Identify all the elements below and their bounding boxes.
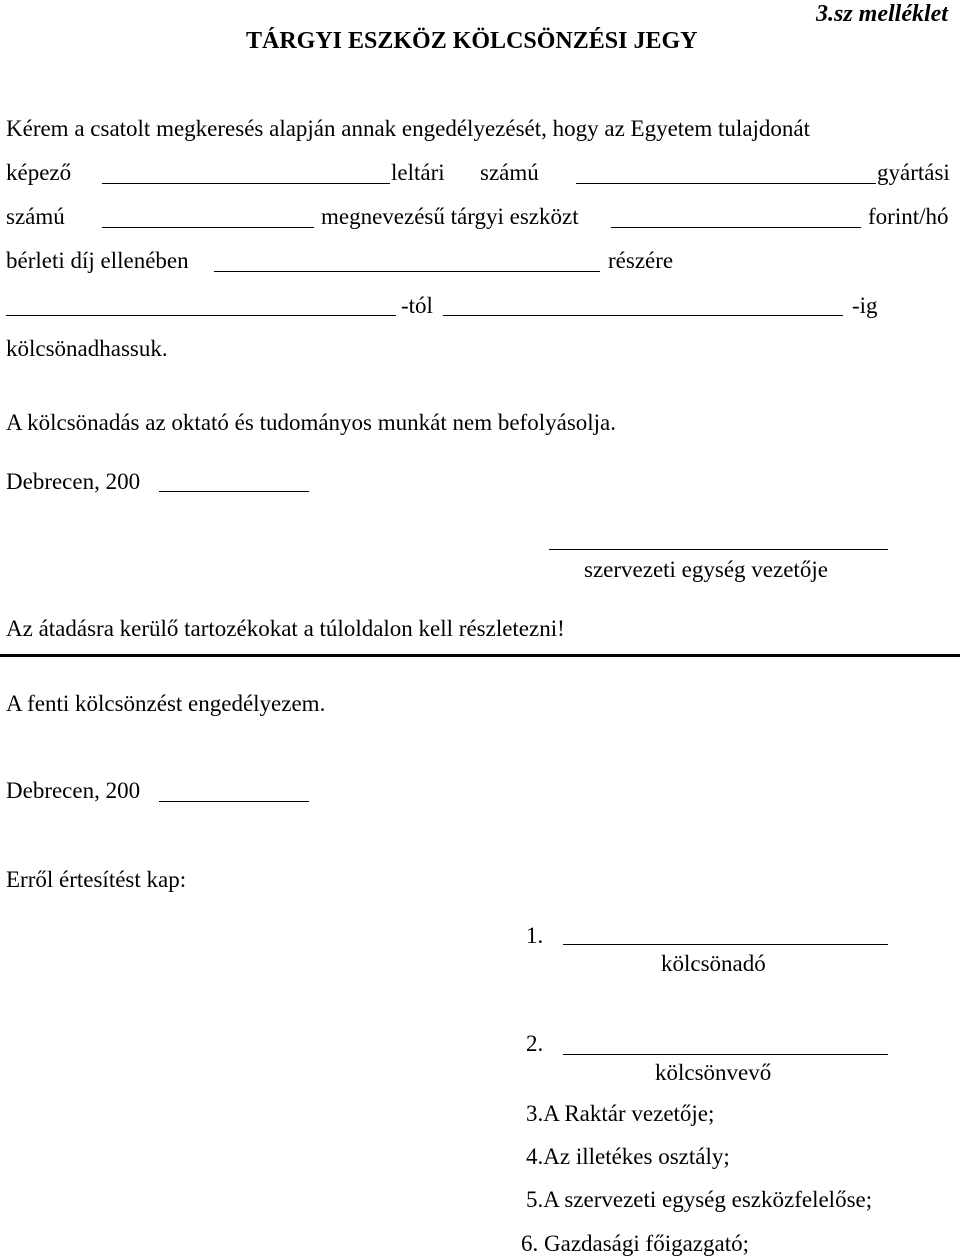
notify-title: Erről értesítést kap: bbox=[6, 867, 187, 892]
word-leltari: leltári bbox=[391, 160, 445, 185]
word-ig: -ig bbox=[852, 293, 878, 318]
blank-date-2[interactable] bbox=[159, 801, 309, 802]
word-kepezo: képező bbox=[6, 160, 72, 185]
statement: A kölcsönadás az oktató és tudományos munkát nem befolyásolja. bbox=[6, 410, 617, 435]
recipient-1-number: 1. bbox=[526, 923, 544, 948]
signature-label-unit-head: szervezeti egység vezetője bbox=[584, 557, 828, 582]
section-divider bbox=[0, 654, 960, 657]
date-1-label: Debrecen, 200 bbox=[6, 469, 141, 494]
blank-end-date[interactable] bbox=[443, 315, 843, 316]
word-kolcsonadhassuk: kölcsönadhassuk. bbox=[6, 336, 168, 361]
recipient-4: 4.Az illetékes osztály; bbox=[526, 1144, 730, 1169]
word-megnevezesu: megnevezésű tárgyi eszközt bbox=[321, 204, 579, 229]
word-reszere: részére bbox=[608, 248, 674, 273]
recipient-3: 3.A Raktár vezetője; bbox=[526, 1101, 715, 1126]
date-2-label: Debrecen, 200 bbox=[6, 778, 141, 803]
annex-label: 3.sz melléklet bbox=[816, 1, 948, 27]
form-title: TÁRGYI ESZKÖZ KÖLCSÖNZÉSI JEGY bbox=[246, 28, 698, 54]
word-gyartasi: gyártási bbox=[877, 160, 950, 185]
recipient-2-signature-line[interactable] bbox=[563, 1054, 888, 1055]
recipient-1-signature-line[interactable] bbox=[563, 944, 888, 945]
word-tol: -tól bbox=[401, 293, 433, 318]
blank-serial-number[interactable] bbox=[576, 183, 876, 184]
accessories-note: Az átadásra kerülő tartozékokat a túloldalon kell részletezni! bbox=[6, 616, 565, 641]
word-szamu-2: számú bbox=[6, 204, 65, 229]
blank-start-date[interactable] bbox=[6, 315, 396, 316]
recipient-6: 6. Gazdasági főigazgató; bbox=[521, 1231, 749, 1256]
word-forint-ho: forint/hó bbox=[868, 204, 949, 229]
blank-inventory-number[interactable] bbox=[102, 183, 390, 184]
word-szamu-1: számú bbox=[480, 160, 539, 185]
word-berleti: bérleti díj ellenében bbox=[6, 248, 189, 273]
blank-monthly-fee[interactable] bbox=[611, 227, 861, 228]
recipient-2-number: 2. bbox=[526, 1031, 544, 1056]
recipient-5: 5.A szervezeti egység eszközfelelőse; bbox=[526, 1187, 873, 1212]
blank-date-1[interactable] bbox=[159, 491, 309, 492]
request-line-1: Kérem a csatolt megkeresés alapján annak engedélyezését, hogy az Egyetem tulajdonát bbox=[6, 116, 811, 141]
signature-line-unit-head[interactable] bbox=[549, 549, 888, 550]
recipient-1-label: kölcsönadó bbox=[661, 951, 766, 976]
approval-text: A fenti kölcsönzést engedélyezem. bbox=[6, 691, 326, 716]
blank-borrower[interactable] bbox=[214, 271, 600, 272]
recipient-2-label: kölcsönvevő bbox=[655, 1060, 772, 1085]
blank-asset-name[interactable] bbox=[102, 227, 314, 228]
